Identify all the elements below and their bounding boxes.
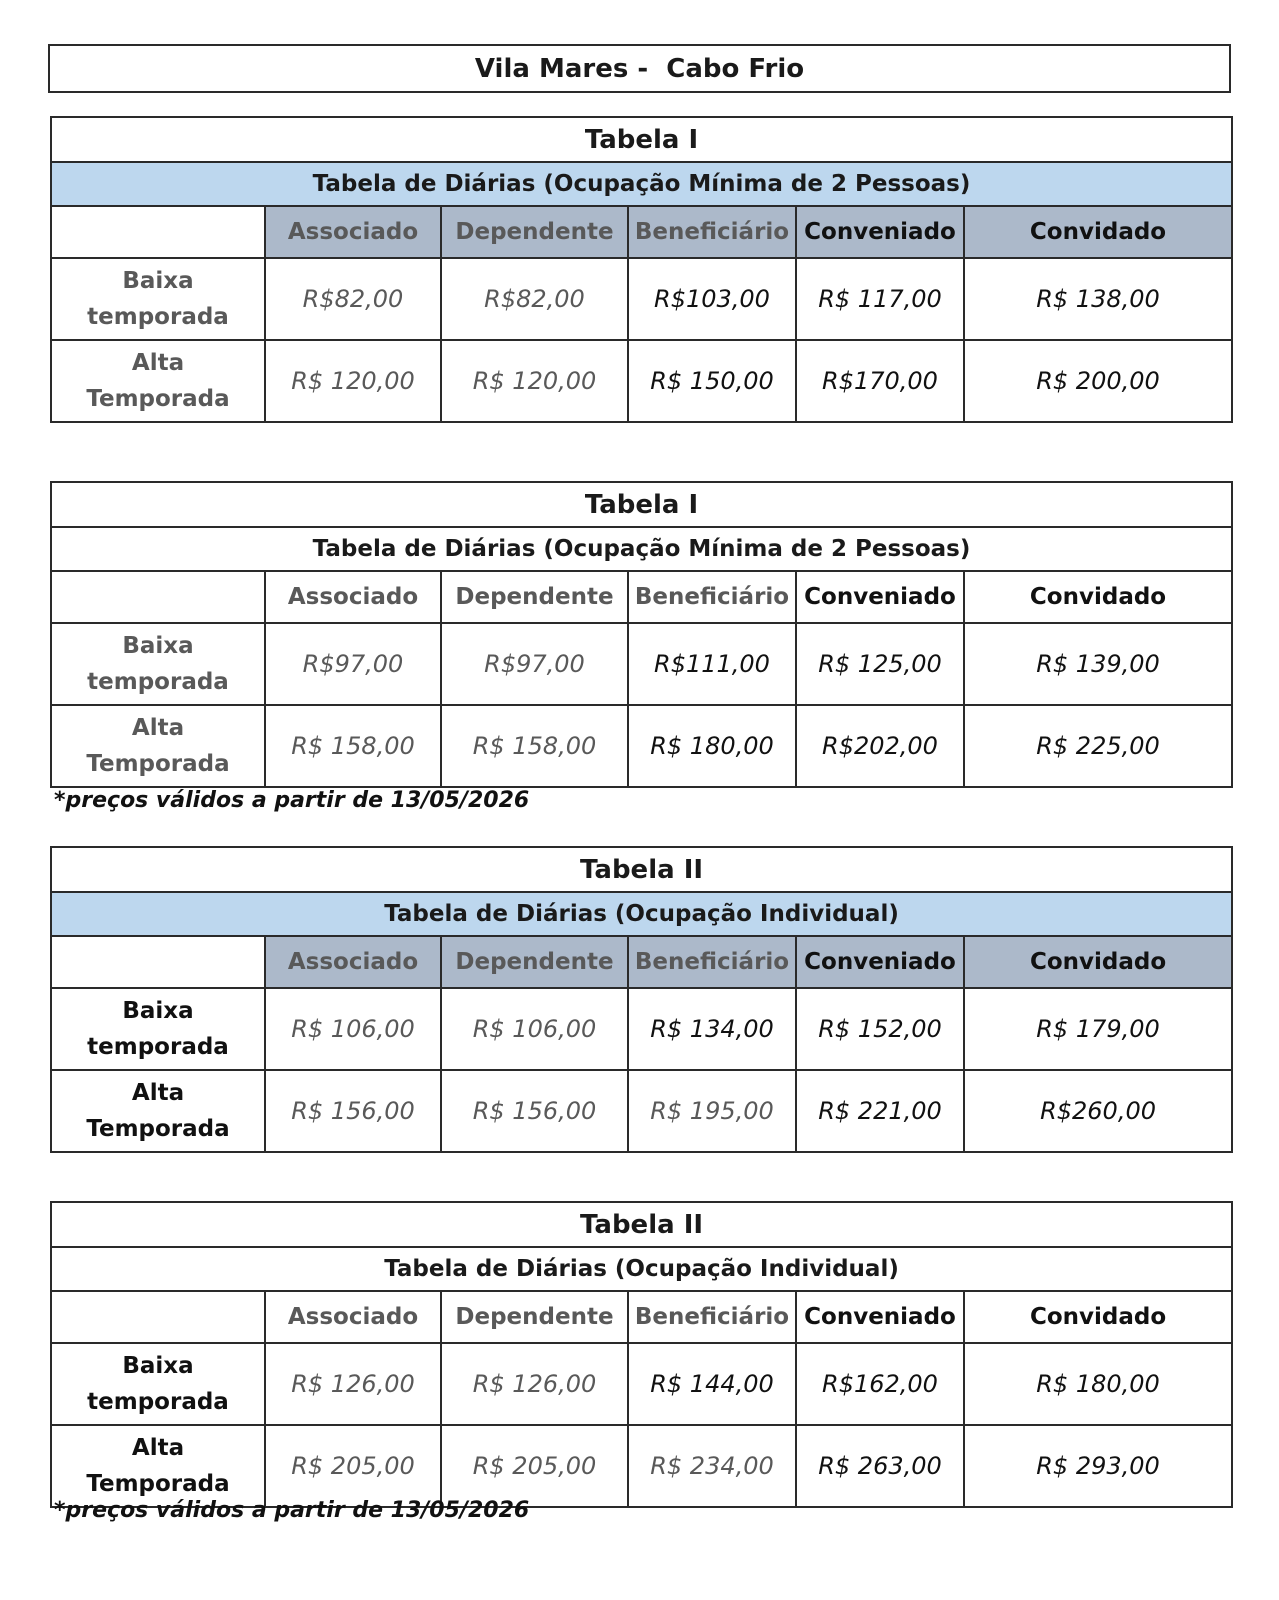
row-label-alta-temporada: Alta Temporada xyxy=(51,340,265,422)
price-cell: R$ 205,00 xyxy=(441,1425,628,1507)
price-cell: R$ 205,00 xyxy=(265,1425,441,1507)
price-cell: R$ 120,00 xyxy=(441,340,628,422)
column-header-associado: Associado xyxy=(265,1291,441,1343)
price-cell: R$ 134,00 xyxy=(628,988,796,1070)
price-cell: R$170,00 xyxy=(796,340,964,422)
price-cell: R$ 158,00 xyxy=(441,705,628,787)
table-row xyxy=(51,1070,1232,1152)
column-header-row xyxy=(51,206,1232,258)
price-cell: R$ 180,00 xyxy=(964,1343,1232,1425)
validity-note: *preços válidos a partir de 13/05/2026 xyxy=(54,1498,530,1523)
price-cell: R$ 156,00 xyxy=(441,1070,628,1152)
validity-note: *preços válidos a partir de 13/05/2026 xyxy=(54,788,530,813)
empty-corner-cell xyxy=(51,1291,265,1343)
price-cell: R$ 179,00 xyxy=(964,988,1232,1070)
price-cell: R$ 126,00 xyxy=(441,1343,628,1425)
price-cell: R$ 180,00 xyxy=(628,705,796,787)
price-cell: R$ 106,00 xyxy=(265,988,441,1070)
price-cell: R$ 158,00 xyxy=(265,705,441,787)
price-cell: R$162,00 xyxy=(796,1343,964,1425)
price-cell: R$260,00 xyxy=(964,1070,1232,1152)
column-header-row xyxy=(51,1291,1232,1343)
price-cell: R$ 126,00 xyxy=(265,1343,441,1425)
price-cell: R$82,00 xyxy=(441,258,628,340)
empty-corner-cell xyxy=(51,936,265,988)
price-cell: R$111,00 xyxy=(628,623,796,705)
table-row xyxy=(51,1425,1232,1507)
table-row xyxy=(51,340,1232,422)
price-cell: R$97,00 xyxy=(441,623,628,705)
row-label-alta-temporada: Alta Temporada xyxy=(51,705,265,787)
table-title: Tabela I xyxy=(51,117,1232,162)
row-label-alta-temporada: Alta Temporada xyxy=(51,1425,265,1507)
column-header-beneficiario: Beneficiário xyxy=(628,936,796,988)
column-header-row xyxy=(51,571,1232,623)
column-header-beneficiario: Beneficiário xyxy=(628,206,796,258)
price-cell: R$ 293,00 xyxy=(964,1425,1232,1507)
price-cell: R$ 139,00 xyxy=(964,623,1232,705)
table-row xyxy=(51,988,1232,1070)
column-header-conveniado: Conveniado xyxy=(796,571,964,623)
price-cell: R$ 156,00 xyxy=(265,1070,441,1152)
price-cell: R$202,00 xyxy=(796,705,964,787)
table-row xyxy=(51,623,1232,705)
column-header-row xyxy=(51,936,1232,988)
column-header-convidado: Convidado xyxy=(964,206,1232,258)
price-table-1 xyxy=(50,116,1233,423)
column-header-associado: Associado xyxy=(265,571,441,623)
row-label-baixa-temporada: Baixa temporada xyxy=(51,988,265,1070)
row-label-baixa-temporada: Baixa temporada xyxy=(51,623,265,705)
table-title: Tabela II xyxy=(51,1202,1232,1247)
price-cell: R$103,00 xyxy=(628,258,796,340)
empty-corner-cell xyxy=(51,571,265,623)
price-cell: R$ 200,00 xyxy=(964,340,1232,422)
table-subtitle: Tabela de Diárias (Ocupação Individual) xyxy=(51,1247,1232,1291)
price-table-4 xyxy=(50,1201,1233,1508)
price-cell: R$ 150,00 xyxy=(628,340,796,422)
row-label-baixa-temporada: Baixa temporada xyxy=(51,258,265,340)
table-subtitle: Tabela de Diárias (Ocupação Mínima de 2 Pessoas) xyxy=(51,527,1232,571)
price-cell: R$ 120,00 xyxy=(265,340,441,422)
table-row xyxy=(51,258,1232,340)
table-row xyxy=(51,1343,1232,1425)
column-header-associado: Associado xyxy=(265,936,441,988)
column-header-beneficiario: Beneficiário xyxy=(628,1291,796,1343)
price-cell: R$ 144,00 xyxy=(628,1343,796,1425)
table-row xyxy=(51,705,1232,787)
price-cell: R$ 225,00 xyxy=(964,705,1232,787)
column-header-convidado: Convidado xyxy=(964,1291,1232,1343)
column-header-dependente: Dependente xyxy=(441,936,628,988)
price-cell: R$ 106,00 xyxy=(441,988,628,1070)
table-subtitle: Tabela de Diárias (Ocupação Mínima de 2 Pessoas) xyxy=(51,162,1232,206)
empty-corner-cell xyxy=(51,206,265,258)
column-header-conveniado: Conveniado xyxy=(796,1291,964,1343)
row-label-alta-temporada: Alta Temporada xyxy=(51,1070,265,1152)
row-label-baixa-temporada: Baixa temporada xyxy=(51,1343,265,1425)
price-cell: R$ 221,00 xyxy=(796,1070,964,1152)
column-header-dependente: Dependente xyxy=(441,571,628,623)
column-header-beneficiario: Beneficiário xyxy=(628,571,796,623)
price-cell: R$82,00 xyxy=(265,258,441,340)
column-header-convidado: Convidado xyxy=(964,571,1232,623)
price-cell: R$97,00 xyxy=(265,623,441,705)
price-cell: R$ 195,00 xyxy=(628,1070,796,1152)
price-table-3 xyxy=(50,846,1233,1153)
column-header-conveniado: Conveniado xyxy=(796,936,964,988)
price-cell: R$ 138,00 xyxy=(964,258,1232,340)
price-table-2 xyxy=(50,481,1233,788)
table-title: Tabela II xyxy=(51,847,1232,892)
column-header-dependente: Dependente xyxy=(441,206,628,258)
price-cell: R$ 234,00 xyxy=(628,1425,796,1507)
column-header-dependente: Dependente xyxy=(441,1291,628,1343)
table-title: Tabela I xyxy=(51,482,1232,527)
price-cell: R$ 152,00 xyxy=(796,988,964,1070)
page-title: Vila Mares - Cabo Frio xyxy=(48,44,1231,93)
price-cell: R$ 125,00 xyxy=(796,623,964,705)
price-cell: R$ 263,00 xyxy=(796,1425,964,1507)
price-cell: R$ 117,00 xyxy=(796,258,964,340)
column-header-associado: Associado xyxy=(265,206,441,258)
column-header-conveniado: Conveniado xyxy=(796,206,964,258)
table-subtitle: Tabela de Diárias (Ocupação Individual) xyxy=(51,892,1232,936)
column-header-convidado: Convidado xyxy=(964,936,1232,988)
